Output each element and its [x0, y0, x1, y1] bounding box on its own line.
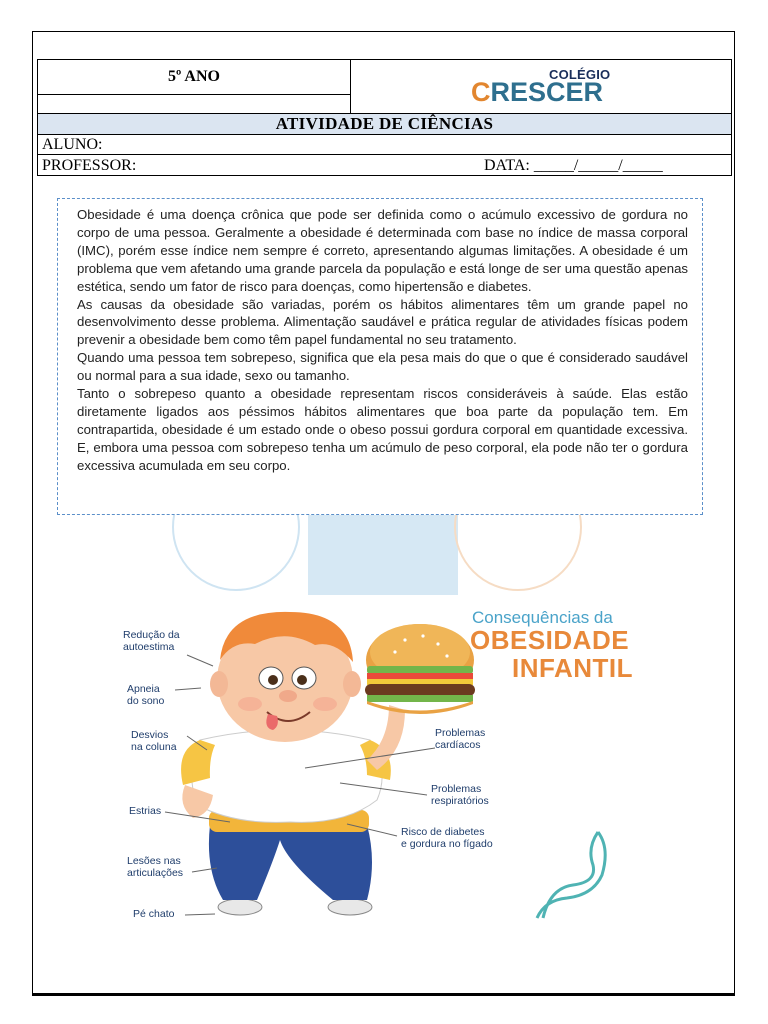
label-pe-chato: Pé chato [133, 908, 175, 920]
label-reducao-autoestima: Redução da autoestima [123, 629, 180, 653]
logo-small-text: COLÉGIO [549, 66, 611, 82]
date-field[interactable]: DATA: _____/_____/_____ [484, 157, 663, 174]
activity-title: ATIVIDADE DE CIÊNCIAS [38, 113, 731, 135]
infographic-title-line-1: OBESIDADE [470, 625, 630, 655]
paragraph: Obesidade é uma doença crônica que pode ser definida como o acúmulo excessivo de gordura no corpo de uma pessoa. Geralmente a obesidade é determinada com base no índice de massa corporal (IMC), porém esse índice nem sempre é correto, apresentando algumas limitações. A obesidade é um problema que vem afetando uma grande parcela da população e está longe de ser uma questão apenas estética, sendo um fator de risco para doenças, como hipertensão e diabetes. [77, 207, 688, 294]
infographic-title-line-2: INFANTIL [512, 653, 633, 683]
paragraph: Quando uma pessoa tem sobrepeso, significa que ela pesa mais do que o que é considerado saudável ou normal para a sua idade, sexo ou tamanho. [77, 350, 688, 384]
blank-cell [38, 95, 351, 113]
paragraph: Tanto o sobrepeso quanto a obesidade representam riscos consideráveis à saúde. Elas estão diretamente ligados aos péssimos hábitos alimentares que boa parte da população tem. Em contrapartida, obesidade é um estado onde o obeso possui gordura corporal em quantidade excessiva. E, embora uma pessoa com sobrepeso tenha um acúmulo de peso corporal, ela pode não ter o gordura excessiva acumulada em seu corpo. [77, 386, 688, 473]
school-logo [351, 60, 731, 113]
label-problemas-respiratorios: Problemas respiratórios [431, 783, 489, 807]
professor-row [38, 155, 731, 176]
professor-field[interactable]: PROFESSOR: [42, 157, 137, 174]
infographic-subtitle: Consequências da [472, 608, 613, 627]
label-estrias: Estrias [129, 805, 162, 817]
label-problemas-cardiacos: Problemas cardíacos [435, 727, 486, 751]
label-desvios-coluna: Desvios na coluna [131, 729, 177, 753]
grade-label: 5º ANO [38, 60, 351, 95]
label-risco-diabetes: Risco de diabetes e gordura no fígado [401, 826, 493, 850]
label-lesoes-articulacoes: Lesões nas articulações [127, 855, 184, 879]
logo-big-text: CRESCER [471, 76, 604, 107]
paragraph: As causas da obesidade são variadas, porém os hábitos alimentares têm um grande papel no desenvolvimento desse problema. Alimentação saudável e prática regular de atividades físicas podem prevenir a obesidade bem como têm papel fundamental no seu tratamento. [77, 296, 688, 348]
obesity-infographic [105, 600, 665, 930]
header-table [37, 59, 732, 176]
student-field[interactable]: ALUNO: [38, 135, 731, 155]
background-watermark [170, 515, 590, 595]
reading-text-box [57, 198, 703, 515]
label-apneia: Apneia do sono [127, 683, 165, 707]
